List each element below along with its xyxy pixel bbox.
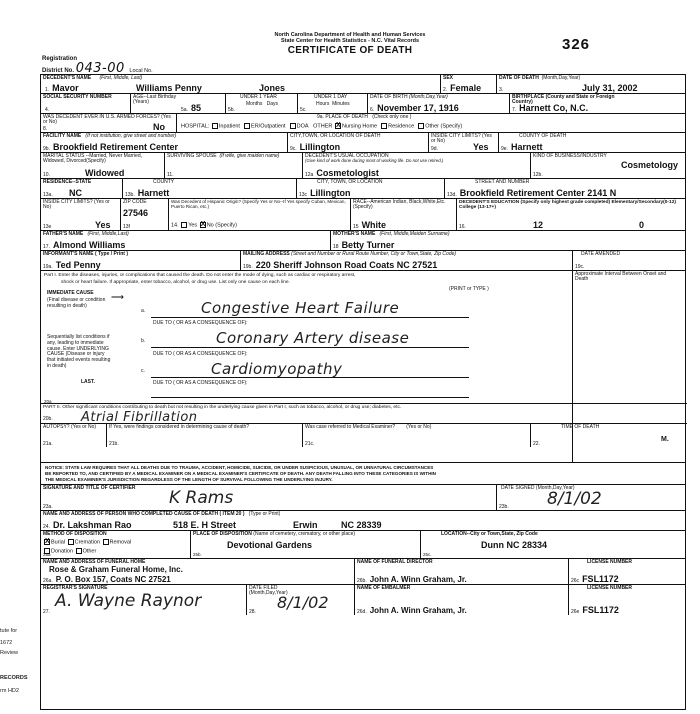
- certificate-title: CERTIFICATE OF DEATH: [287, 45, 413, 56]
- certifier-street: 518 E. H Street: [173, 520, 237, 530]
- row-certifier-signature: [41, 485, 685, 511]
- date-signed: 8/1/02: [547, 489, 602, 509]
- time-of-death-meridiem: M.: [661, 436, 669, 443]
- county-of-death: Harnett: [510, 142, 543, 152]
- birthplace-cell: BIRTHPLACE (County and State or Foreign Country) 7. Harnett Co, N.C.: [512, 94, 615, 113]
- row-certifier-address: NAME AND ADDRESS OF PERSON WHO COMPLETED CAUSE OF DEATH ( ITEM 20 ) (Type or Print) 24. Dr. Lakshman Rao 518 E. H Street Erwin NC 28339: [41, 511, 685, 531]
- sex-value: Female: [450, 83, 482, 93]
- birthplace: Harnett Co, N.C.: [519, 103, 589, 113]
- row-residence: [41, 179, 685, 199]
- findings-cell: If Yes, were findings considered in determining cause of death? 21b.: [107, 424, 303, 447]
- row-parents: [41, 231, 685, 251]
- disposition-place: Devotional Gardens: [227, 540, 313, 550]
- row-funeral-home: [41, 559, 685, 585]
- age-cell: AGE--Last Birthday (Years) 5a. 85: [131, 94, 226, 113]
- interval-cell: Approximate Interval Between Onset and Death: [575, 271, 667, 283]
- education-college: 0: [639, 220, 645, 230]
- certificate-number: 326: [562, 36, 591, 53]
- burial-checkbox[interactable]: [44, 539, 50, 545]
- date-amended-cell: DATE AMENDED 19c.: [575, 251, 621, 270]
- certifier-name: Dr. Lakshman Rao: [52, 520, 132, 530]
- embalmer-license: FSL1172: [582, 605, 619, 615]
- informant-name: Ted Penny: [55, 260, 101, 270]
- certifier-signature: K Rams: [169, 488, 234, 508]
- other-checkbox[interactable]: [418, 123, 424, 129]
- margin-text-2: 1672: [0, 640, 13, 646]
- mother-cell: MOTHER'S NAME (First, Middle,Maiden Surname) 18 Betty Turner: [333, 231, 450, 250]
- education-cell: DECEDENT'S EDUCATION (Specify only highest grade completed) Elementary/Secondary(0-12) College (13-17+) 16. 12 0: [459, 200, 676, 230]
- residence-state: NC: [69, 188, 82, 198]
- cause-b: Coronary Artery disease: [216, 329, 410, 347]
- middle-name: Williams Penny: [136, 83, 202, 93]
- business: Cosmetology: [621, 160, 679, 170]
- certifier-state-zip: NC 28339: [341, 520, 382, 530]
- last-name: Jones: [259, 83, 286, 93]
- armed-forces-value: No: [153, 122, 165, 132]
- certifier-signature-cell: SIGNATURE AND TITLE OF CERTIFIER 23a. K Rams: [41, 485, 497, 510]
- decedent-name-cell: DECEDENT'S NAME (First, Middle, Last) 1. Mavor Williams Penny Jones: [41, 75, 441, 93]
- part-2-condition: Atrial Fibrillation: [81, 410, 198, 425]
- row-disposition: [41, 531, 685, 559]
- row-informant: [41, 251, 685, 271]
- disposition-location-cell: LOCATION--City or Town,State, Zip Code Dunn NC 28334 25c.: [423, 531, 548, 557]
- margin-text-3: Review: [0, 650, 19, 656]
- row-name: [41, 75, 685, 94]
- residence-state-cell: RESIDENCE--STATE 13a. NC: [41, 179, 123, 198]
- race-cell: RACE--American Indian, Black,White,Etc. (Specify) 15 White: [351, 199, 457, 230]
- date-filed: 8/1/02: [277, 593, 329, 612]
- part-2-cell: PART II. Other significant conditions contributing to death but not resulting in the underlying cause given in Part I, such as tobacco, alcohol, or drug use; diabetes, etc. 20b. Atrial Fibrillation: [41, 403, 687, 423]
- medical-examiner-cell: Was case referred to Medical Examiner? (Yes or No) 21c.: [303, 424, 531, 447]
- residence-inside-cell: INSIDE CITY LIMITS? (Yes or No) 13e Yes: [41, 199, 121, 230]
- inside-city-value: Yes: [473, 142, 489, 152]
- under-1-year-cell: UNDER 1 YEAR Months Days 5b.: [226, 94, 298, 113]
- race: White: [361, 220, 387, 230]
- hispanic-yes-checkbox[interactable]: [181, 222, 187, 228]
- zip-cell: ZIP CODE 27546 13f: [121, 199, 169, 230]
- residence-county-cell: COUNTY 13b. Harnett: [123, 179, 297, 198]
- father-cell: FATHER'S NAME (First, Middle,Last) 17. Almond Williams: [41, 231, 331, 250]
- marital-status: Widowed: [85, 168, 125, 178]
- row-autopsy: [41, 423, 687, 447]
- residence-street: Brookfield Retirement Center 2141 N: [459, 188, 617, 198]
- date-of-death-cell: DATE OF DEATH (Month,Day,Year) 3. July 31, 2002: [499, 75, 638, 93]
- part-1-cell: Part I. Enter the diseases, injuries, or complications that caused the death. Do not enter the mode of dying, such as cardiac or respiratory arrest, shock or heart failure. If appropriate, enter tobacco, alcohol, or drug use. List only one cause on each line. (PRINT or TYPE ) IMMEDIATE CAUSE (Final disease or condition resulting in death) ⟶ a. Congestive Heart Failure DUE TO ( OR AS A CONSEQUENCE OF): Sequentially list conditions if any, leading to immediate cause. Enter UNDERLYING CAUSE (Disease or injury that initiated events resulting in death) LAST. b. Coronary Artery disease DUE TO ( OR AS A CONSEQUENCE OF): c. Cardiomyopathy DUE TO ( OR AS A CONSEQUENCE OF): 20a: [41, 271, 573, 462]
- department-name: North Carolina Department of Health and Human Services: [274, 32, 426, 38]
- place-of-death-cell: 9a. PLACE OF DEATH (Check only one ) HOSPITAL: Inpatient ER/Outpatient DOA OTHER X Nursing Home Residence Other (Specify): [177, 114, 687, 132]
- certifier-city: Erwin: [293, 520, 318, 530]
- residence-checkbox[interactable]: [381, 123, 387, 129]
- ssn-cell: SOCIAL SECURITY NUMBER 4.: [41, 94, 131, 113]
- zip-code: 27546: [123, 208, 149, 218]
- residence-city: Lillington: [310, 188, 351, 198]
- embalmer-name: John A. Winn Graham, Jr.: [369, 606, 467, 615]
- row-facility: [41, 133, 685, 153]
- nursing-home-checkbox[interactable]: [335, 123, 341, 129]
- sex-cell: SEX 2. Female: [441, 75, 497, 93]
- row-place-of-death: [41, 114, 685, 133]
- date-filed-cell: DATE FILED (Month,Day,Year) 28. 8/1/02: [247, 585, 355, 615]
- time-of-death-cell: TIME OF DEATH 22. M.: [533, 424, 669, 447]
- date-of-death: July 31, 2002: [582, 83, 638, 93]
- district-label: District No.: [42, 68, 75, 75]
- disposition-place-cell: PLACE OF DISPOSITION (Name of cemetery, crematory, or other place) Devotional Gardens 25b.: [191, 531, 421, 558]
- date-signed-cell: DATE SIGNED (Month,Day,Year) 23b. 8/1/02: [499, 485, 602, 510]
- funeral-director-cell: NAME OF FUNERAL DIRECTOR 26b. John A. Winn Graham, Jr.: [355, 559, 569, 584]
- armed-forces-cell: WAS DECEDENT EVER IN U.S. ARMED FORCES? (Yes or No) 8. No: [41, 114, 177, 132]
- county-of-death-cell: COUNTY OF DEATH 9e. Harnett: [501, 133, 567, 152]
- embalmer-cell: NAME OF EMBALMER 26d. John A. Winn Graham, Jr.: [355, 585, 569, 615]
- mother-name: Betty Turner: [341, 240, 395, 250]
- city-of-death-cell: CITY,TOWN, OR LOCATION OF DEATH 9c. Lillington: [288, 133, 429, 152]
- other-disposition-checkbox[interactable]: [76, 548, 82, 554]
- margin-text-4: RECORDS: [0, 675, 28, 681]
- under-1-day-cell: UNDER 1 DAY Hours Minutes 5c.: [298, 94, 368, 113]
- business-cell: KIND OF BUSINESS/INDUSTRY Cosmetology 12b.: [533, 153, 679, 178]
- district-number: 043-00: [75, 61, 125, 77]
- mailing-address: 220 Sheriff Johnson Road Coats NC 27521: [255, 260, 438, 270]
- autopsy-cell: AUTOPSY? (Yes or No) 21a.: [41, 424, 107, 447]
- registrar-signature: A. Wayne Raynor: [55, 591, 202, 611]
- residence-inside: Yes: [95, 220, 111, 230]
- row-registrar: [41, 585, 685, 615]
- certificate-form: [40, 74, 686, 710]
- hispanic-cell: Was Decedent of Hispanic Origin? (Specify Yes or No--If Yes specify Cuban, Mexican, Puerto Rican, etc.) 14. Yes X No (Specify): [169, 199, 351, 230]
- facility-name: Brookfield Retirement Center: [52, 142, 178, 152]
- registration-label: Registration: [42, 56, 78, 62]
- age-value: 85: [190, 103, 201, 113]
- local-number-label: Local No.: [129, 68, 153, 75]
- funeral-home-cell: NAME AND ADDRESS OF FUNERAL HOME Rose & Graham Funeral Home, Inc. 26a. P. O. Box 157, Coats NC 27521: [41, 559, 355, 584]
- residence-county: Harnett: [137, 188, 170, 198]
- cause-a: Congestive Heart Failure: [201, 299, 400, 317]
- row-race: [41, 199, 685, 231]
- facility-cell: FACILITY NAME (If not institution, give street and number) 9b. Brookfield Retirement Center: [41, 133, 288, 152]
- father-name: Almond Williams: [52, 240, 126, 250]
- mailing-address-cell: MAILING ADDRESS (Street and Number or Rural Route Number, City or Town,State, Zip Code) 19b. 220 Sheriff Johnson Road Coats NC 27521: [241, 251, 573, 270]
- doa-checkbox[interactable]: [290, 123, 296, 129]
- cause-c: Cardiomyopathy: [211, 360, 343, 378]
- disposition-location: Dunn NC 28334: [481, 540, 548, 550]
- embalmer-license-cell: LICENSE NUMBER 26e FSL1172: [571, 585, 633, 615]
- education-secondary: 12: [533, 220, 544, 230]
- cremation-checkbox[interactable]: [68, 539, 74, 545]
- city-of-death: Lillington: [299, 142, 341, 152]
- registrar-signature-cell: REGISTRAR'S SIGNATURE 27. A. Wayne Raynor: [41, 585, 247, 615]
- center-name: State Center for Health Statistics - N.C. Vital Records: [280, 38, 420, 44]
- residence-city-cell: CITY, TOWN, OR LOCATION 13c Lillington: [297, 179, 445, 198]
- registration-district: [42, 56, 153, 76]
- inside-city-cell: INSIDE CITY LIMITS? (Yes or No) 9d. Yes: [429, 133, 499, 152]
- er-outpatient-checkbox[interactable]: [244, 123, 250, 129]
- disposition-method-cell: METHOD OF DISPOSITION XBurial Cremation Removal Donation Other 25a: [41, 531, 191, 558]
- row-age: [41, 94, 685, 114]
- inpatient-checkbox[interactable]: [212, 123, 218, 129]
- license-cell: LICENSE NUMBER 26c FSL1172: [571, 559, 633, 584]
- occupation: Cosmetologist: [316, 168, 379, 178]
- notice-block: NOTICE: STATE LAW REQUIRES THAT ALL DEATHS DUE TO TRAUMA, ACCIDENT, HOMICIDE, SUICIDE, OR UNDER SUSPICIOUS, UNUSUAL, OR UNNATURAL CIRCUMSTANCES BE REPORTED TO, AND CERTIFIED BY A MEDICAL EXAMINER ON A MEDICAL EXAMINER'S CERTIFICATE OF DEATH. ANY DEATH FALLING INTO THESE CATEGORIES IS WITHIN THE MEDICAL EXAMINER'S JURISDICTION REGARDLESS OF THE LENGTH OF SURVIVAL FOLLOWING THE UNDERLYING INJURY.: [41, 463, 685, 485]
- date-of-birth: November 17, 1916: [377, 103, 459, 113]
- hispanic-no-checkbox[interactable]: [200, 222, 206, 228]
- marital-status-cell: MARITAL STATUS --Married, Never Married, Widowed, Divorced(Specify) 10. Widowed: [41, 153, 165, 178]
- date-of-birth-cell: DATE OF BIRTH (Month,Day,Year) 6. November 17, 1916: [368, 94, 510, 113]
- spouse-cell: SURVIVING SPOUSE (If wife, give maiden name) 11.: [165, 153, 303, 178]
- director-license: FSL1172: [582, 574, 619, 584]
- funeral-home-name: Rose & Graham Funeral Home, Inc.: [49, 565, 183, 574]
- first-name: Mavor: [52, 83, 79, 93]
- informant-cell: INFORMANT'S NAME ( Type / Print ) 19a. Ted Penny: [41, 251, 241, 270]
- funeral-director: John A. Winn Graham, Jr.: [369, 575, 467, 584]
- margin-text-1: tute for: [0, 628, 18, 634]
- residence-street-cell: STREET AND NUMBER 13d. Brookfield Retirement Center 2141 N: [447, 179, 617, 198]
- row-marital: [41, 153, 685, 179]
- margin-text-5: rm HD2: [0, 688, 19, 694]
- removal-checkbox[interactable]: [103, 539, 109, 545]
- occupation-cell: DECEDENT'S USUAL OCCUPATION (Give kind of work done during most of working life. Do not use retired.) 12a Cosmetologist: [303, 153, 531, 178]
- part-1-cause-of-death: [41, 271, 685, 463]
- funeral-home-address: P. O. Box 157, Coats NC 27521: [55, 575, 171, 584]
- certificate-header: [200, 32, 500, 56]
